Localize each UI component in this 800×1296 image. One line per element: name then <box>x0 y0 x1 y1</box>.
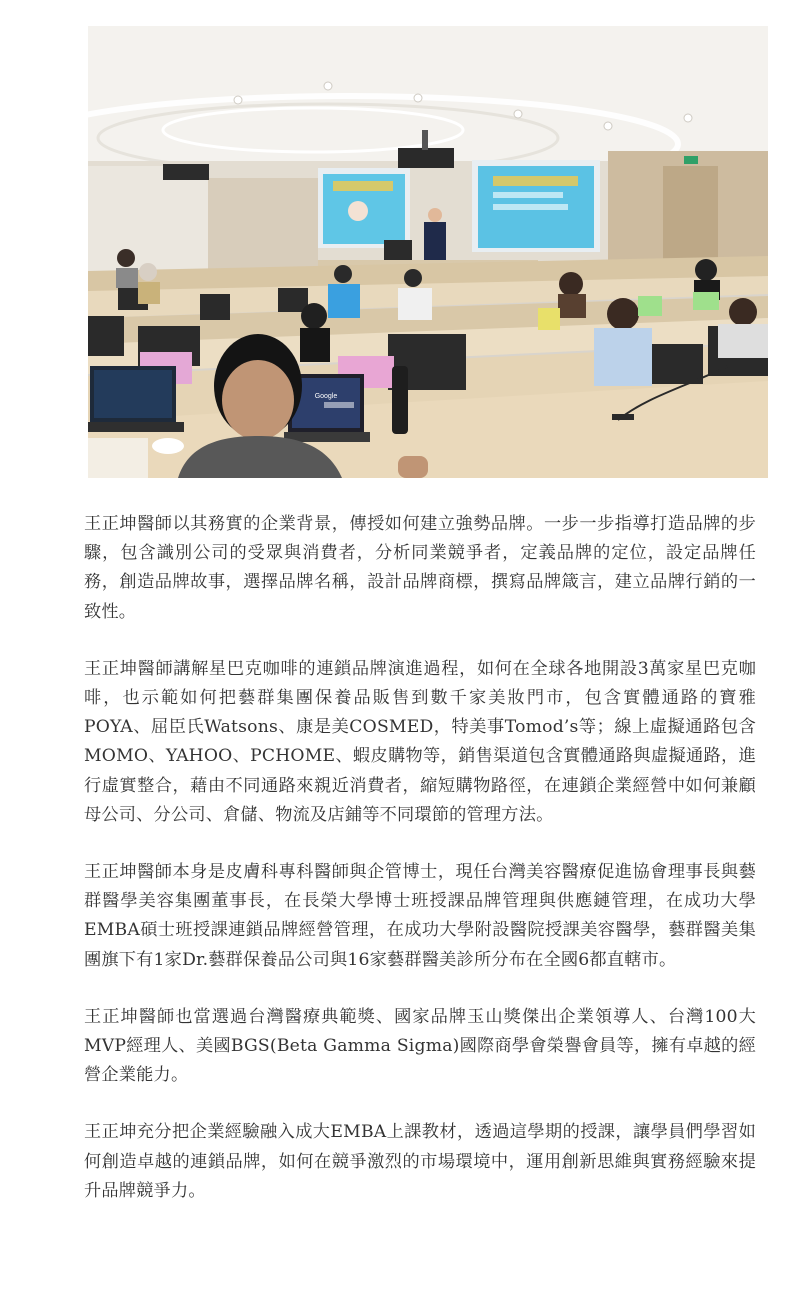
laptop-screen-logo: Google <box>314 393 338 400</box>
paragraph-biography: 王正坤醫師本身是皮膚科專科醫師與企管博士，現任台灣美容醫療促進協會理事長與藝群醫學美容集團董事長，在長榮大學博士班授課品牌管理與供應鏈管理，在成功大學EMBA碩士班授課連鎖品牌經營管理，在成功大學附設醫院授課美容醫學，藝群醫美集團旗下有1家Dr.藝群保養品公司與16家藝群醫美診所分布在全國6都直轄市。 <box>84 862 756 970</box>
paragraph-brand-building: 王正坤醫師以其務實的企業背景，傳授如何建立強勢品牌。一步一步指導打造品牌的步驟，包含識別公司的受眾與消費者，分析同業競爭者，定義品牌的定位，設定品牌任務，創造品牌故事，選擇品牌名稱，設計品牌商標，撰寫品牌箴言，建立品牌行銷的一致性。 <box>84 514 756 622</box>
paragraph-chain-brand-channels: 王正坤醫師講解星巴克咖啡的連鎖品牌演進過程，如何在全球各地開設3萬家星巴克咖啡，也示範如何把藝群集團保養品販售到數千家美妝門市，包含實體通路的寶雅POYA、屈臣氏Watsons、康是美COSMED，特美事Tomod’s等；線上虛擬通路包含MOMO、YAHOO、PCHOME、蝦皮購物等，銷售渠道包含實體通路與虛擬通路，進行虛實整合，藉由不同通路來親近消費者，縮短購物路徑，在連鎖企業經營中如何兼顧母公司、分公司、倉儲、物流及店鋪等不同環節的管理方法。 <box>84 658 756 825</box>
article-body <box>84 510 756 1234</box>
classroom-photo <box>88 26 768 478</box>
paragraph-awards: 王正坤醫師也當選過台灣醫療典範獎、國家品牌玉山獎傑出企業領導人、台灣100大MVP經理人、美國BGS(Beta Gamma Sigma)國際商學會榮譽會員等，擁有卓越的經營企業能力。 <box>84 1006 756 1086</box>
paragraph-emba-course: 王正坤充分把企業經驗融入成大EMBA上課教材，透過這學期的授課，讓學員們學習如何創造卓越的連鎖品牌，如何在競爭激烈的市場環境中，運用創新思維與實務經驗來提升品牌競爭力。 <box>84 1122 756 1201</box>
